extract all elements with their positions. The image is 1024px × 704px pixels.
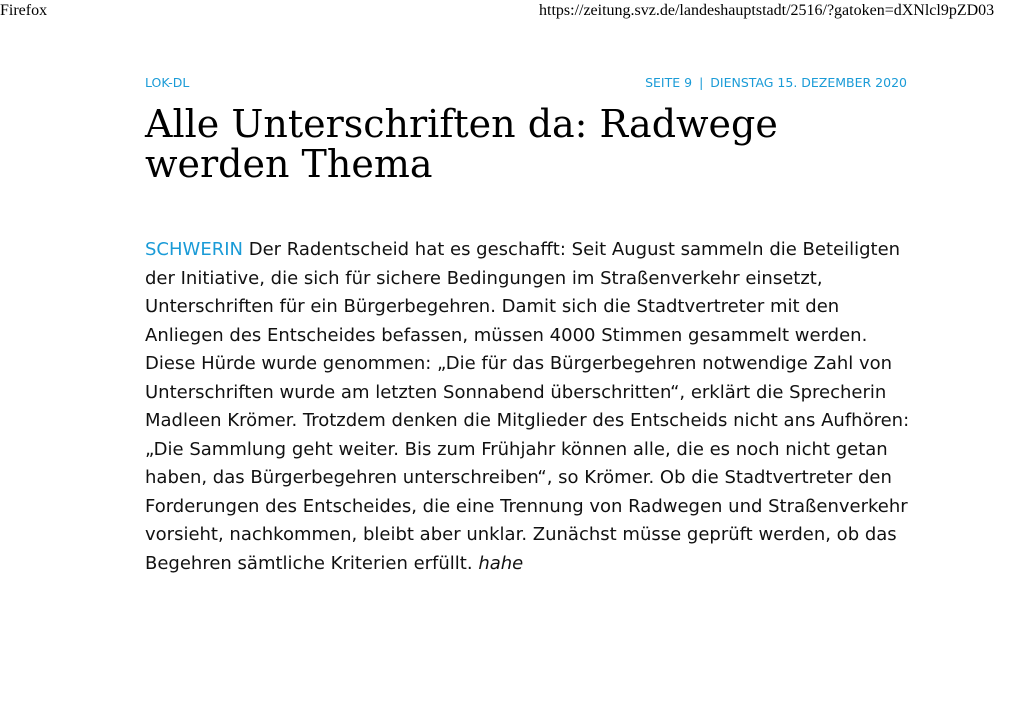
author-initials: hahe <box>478 552 524 574</box>
publication-date: DIENSTAG 15. DEZEMBER 2020 <box>710 75 907 90</box>
article-text: Der Radentscheid hat es geschafft: Seit August sammeln die Beteiligten der Initiative, die sich für sichere Bedingungen im Straßenverkehr einsetzt, Unterschriften für ein Bürgerbegehren. Damit sich die Stadtvertreter mit den Anliegen des Entscheides befassen, müssen 4000 Stimmen gesammelt werden. Diese Hürde wurde genommen: „Die für das Bürgerbegehren notwendige Zahl von Unterschriften wurde am letzten Sonnabend überschritten“, erklärt die Sprecherin Madleen Krömer. Trotzdem denken die Mitglieder des Entscheids nicht ans Aufhören: „Die Sammlung geht weiter. Bis zum Frühjahr können alle, die es noch nicht getan haben, das Bürgerbegehren unterschreiben“, so Krömer. Ob die Stadtvertreter den Forderungen des Entscheides, die eine Trennung von Radwegen und Straßenverkehr vorsieht, nachkommen, bleibt aber unklar. Zunächst müsse geprüft werden, ob das Begehren sämtliche Kriterien erfüllt. <box>145 239 910 574</box>
article-headline: Alle Unterschriften da: Radwege werden Thema <box>145 102 778 186</box>
article-body <box>145 236 915 578</box>
dateline: SCHWERIN <box>145 239 243 260</box>
meta-separator: | <box>699 75 704 90</box>
section-label: LOK-DL <box>145 75 190 90</box>
browser-app-name: Firefox <box>0 2 48 19</box>
browser-title-bar <box>0 0 1024 22</box>
browser-url[interactable]: https://zeitung.svz.de/landeshauptstadt/2516/?gatoken=dXNlcl9pZD03 <box>539 2 995 19</box>
page-number: SEITE 9 <box>645 75 693 90</box>
page-date-info <box>645 75 907 90</box>
article-meta-row <box>145 75 907 93</box>
